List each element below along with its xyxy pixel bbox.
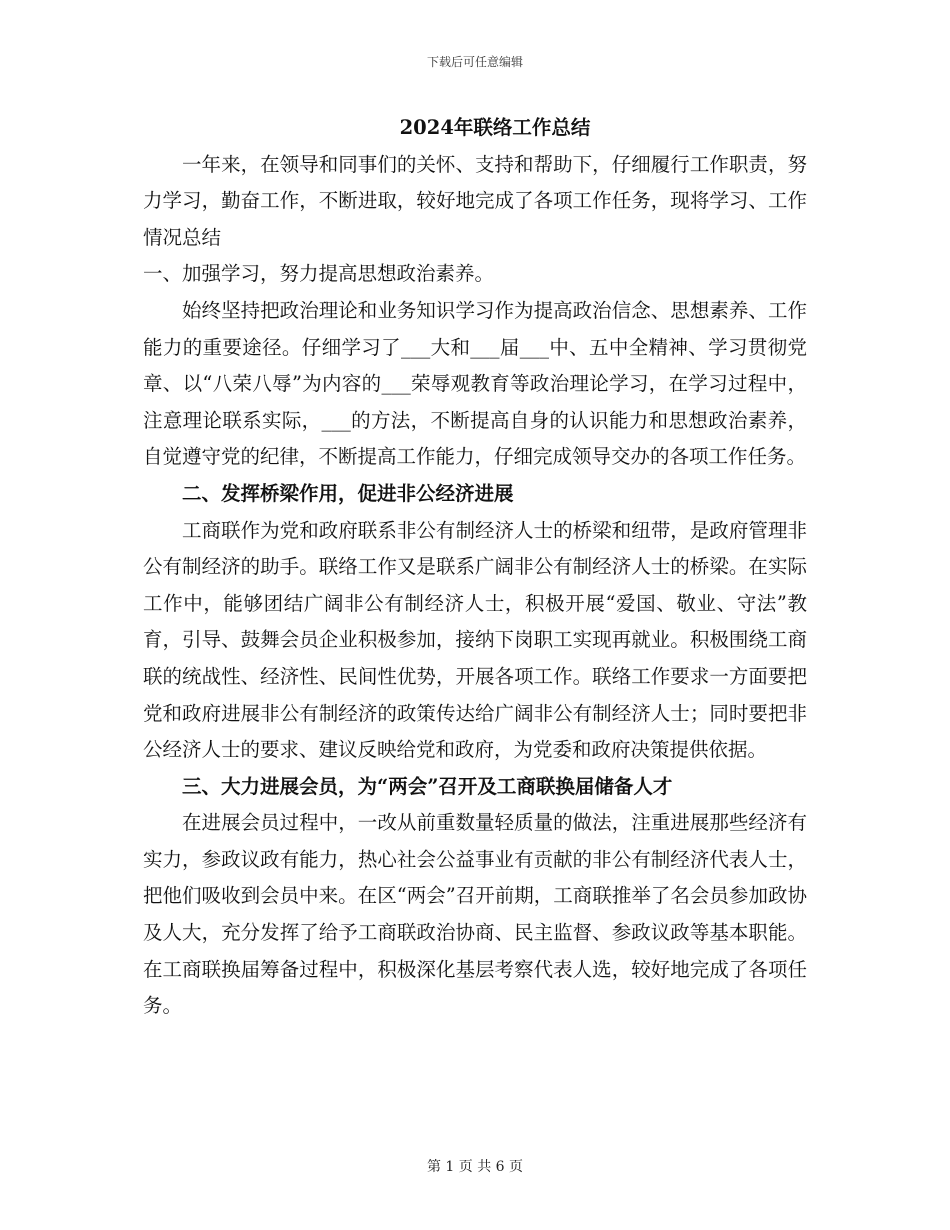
section1-paragraph: 始终坚持把政治理论和业务知识学习作为提高政治信念、思想素养、工作能力的重要途径。仔细学习了___大和___届___中、五中全精神、学习贯彻党章、以“八荣八辱”为内容的___荣辱观教育等政治理论学习，在学习过程中，注意理论联系实际，___的方法，不断提高自身的认识能力和思想政治素养，自觉遵守党的纪律，不断提高工作能力，仔细完成领导交办的各项工作任务。 (143, 298, 807, 469)
page-header-note: 下载后可任意编辑 (426, 55, 523, 69)
document-body (143, 110, 807, 1025)
intro-paragraph: 一年来，在领导和同事们的关怀、支持和帮助下，仔细履行工作职责，努力学习，勤奋工作，不断进取，较好地完成了各项工作任务，现将学习、工作情况总结 (143, 152, 807, 249)
page-number: 第 1 页 共 6 页 (426, 1159, 524, 1175)
section3-heading: 三、大力进展会员，为“两会”召开及工商联换届储备人才 (182, 774, 673, 798)
document-title: 2024年联络工作总结 (399, 116, 591, 139)
section2-heading: 二、发挥桥梁作用，促进非公经济进展 (182, 481, 514, 505)
section3-paragraph: 在进展会员过程中，一改从前重数量轻质量的做法，注重进展那些经济有实力，参政议政有能力，热心社会公益事业有贡献的非公有制经济代表人士，把他们吸收到会员中来。在区“两会”召开前期，工商联推举了名会员参加政协及人大，充分发挥了给予工商联政治协商、民主监督、参政议政等基本职能。在工商联换届筹备过程中，积极深化基层考察代表人选，较好地完成了各项任务。 (143, 811, 807, 1018)
section2-paragraph: 工商联作为党和政府联系非公有制经济人士的桥梁和纽带，是政府管理非公有制经济的助手。联络工作又是联系广阔非公有制经济人士的桥梁。在实际工作中，能够团结广阔非公有制经济人士，积极开展“爱国、敬业、守法”教育，引导、鼓舞会员企业积极参加，接纳下岗职工实现再就业。积极围绕工商联的统战性、经济性、民间性优势，开展各项工作。联络工作要求一方面要把党和政府进展非公有制经济的政策传达给广阔非公有制经济人士；同时要把非公经济人士的要求、建议反映给党和政府，为党委和政府决策提供依据。 (143, 518, 807, 762)
section1-heading: 一、加强学习，努力提高思想政治素养。 (143, 262, 495, 286)
